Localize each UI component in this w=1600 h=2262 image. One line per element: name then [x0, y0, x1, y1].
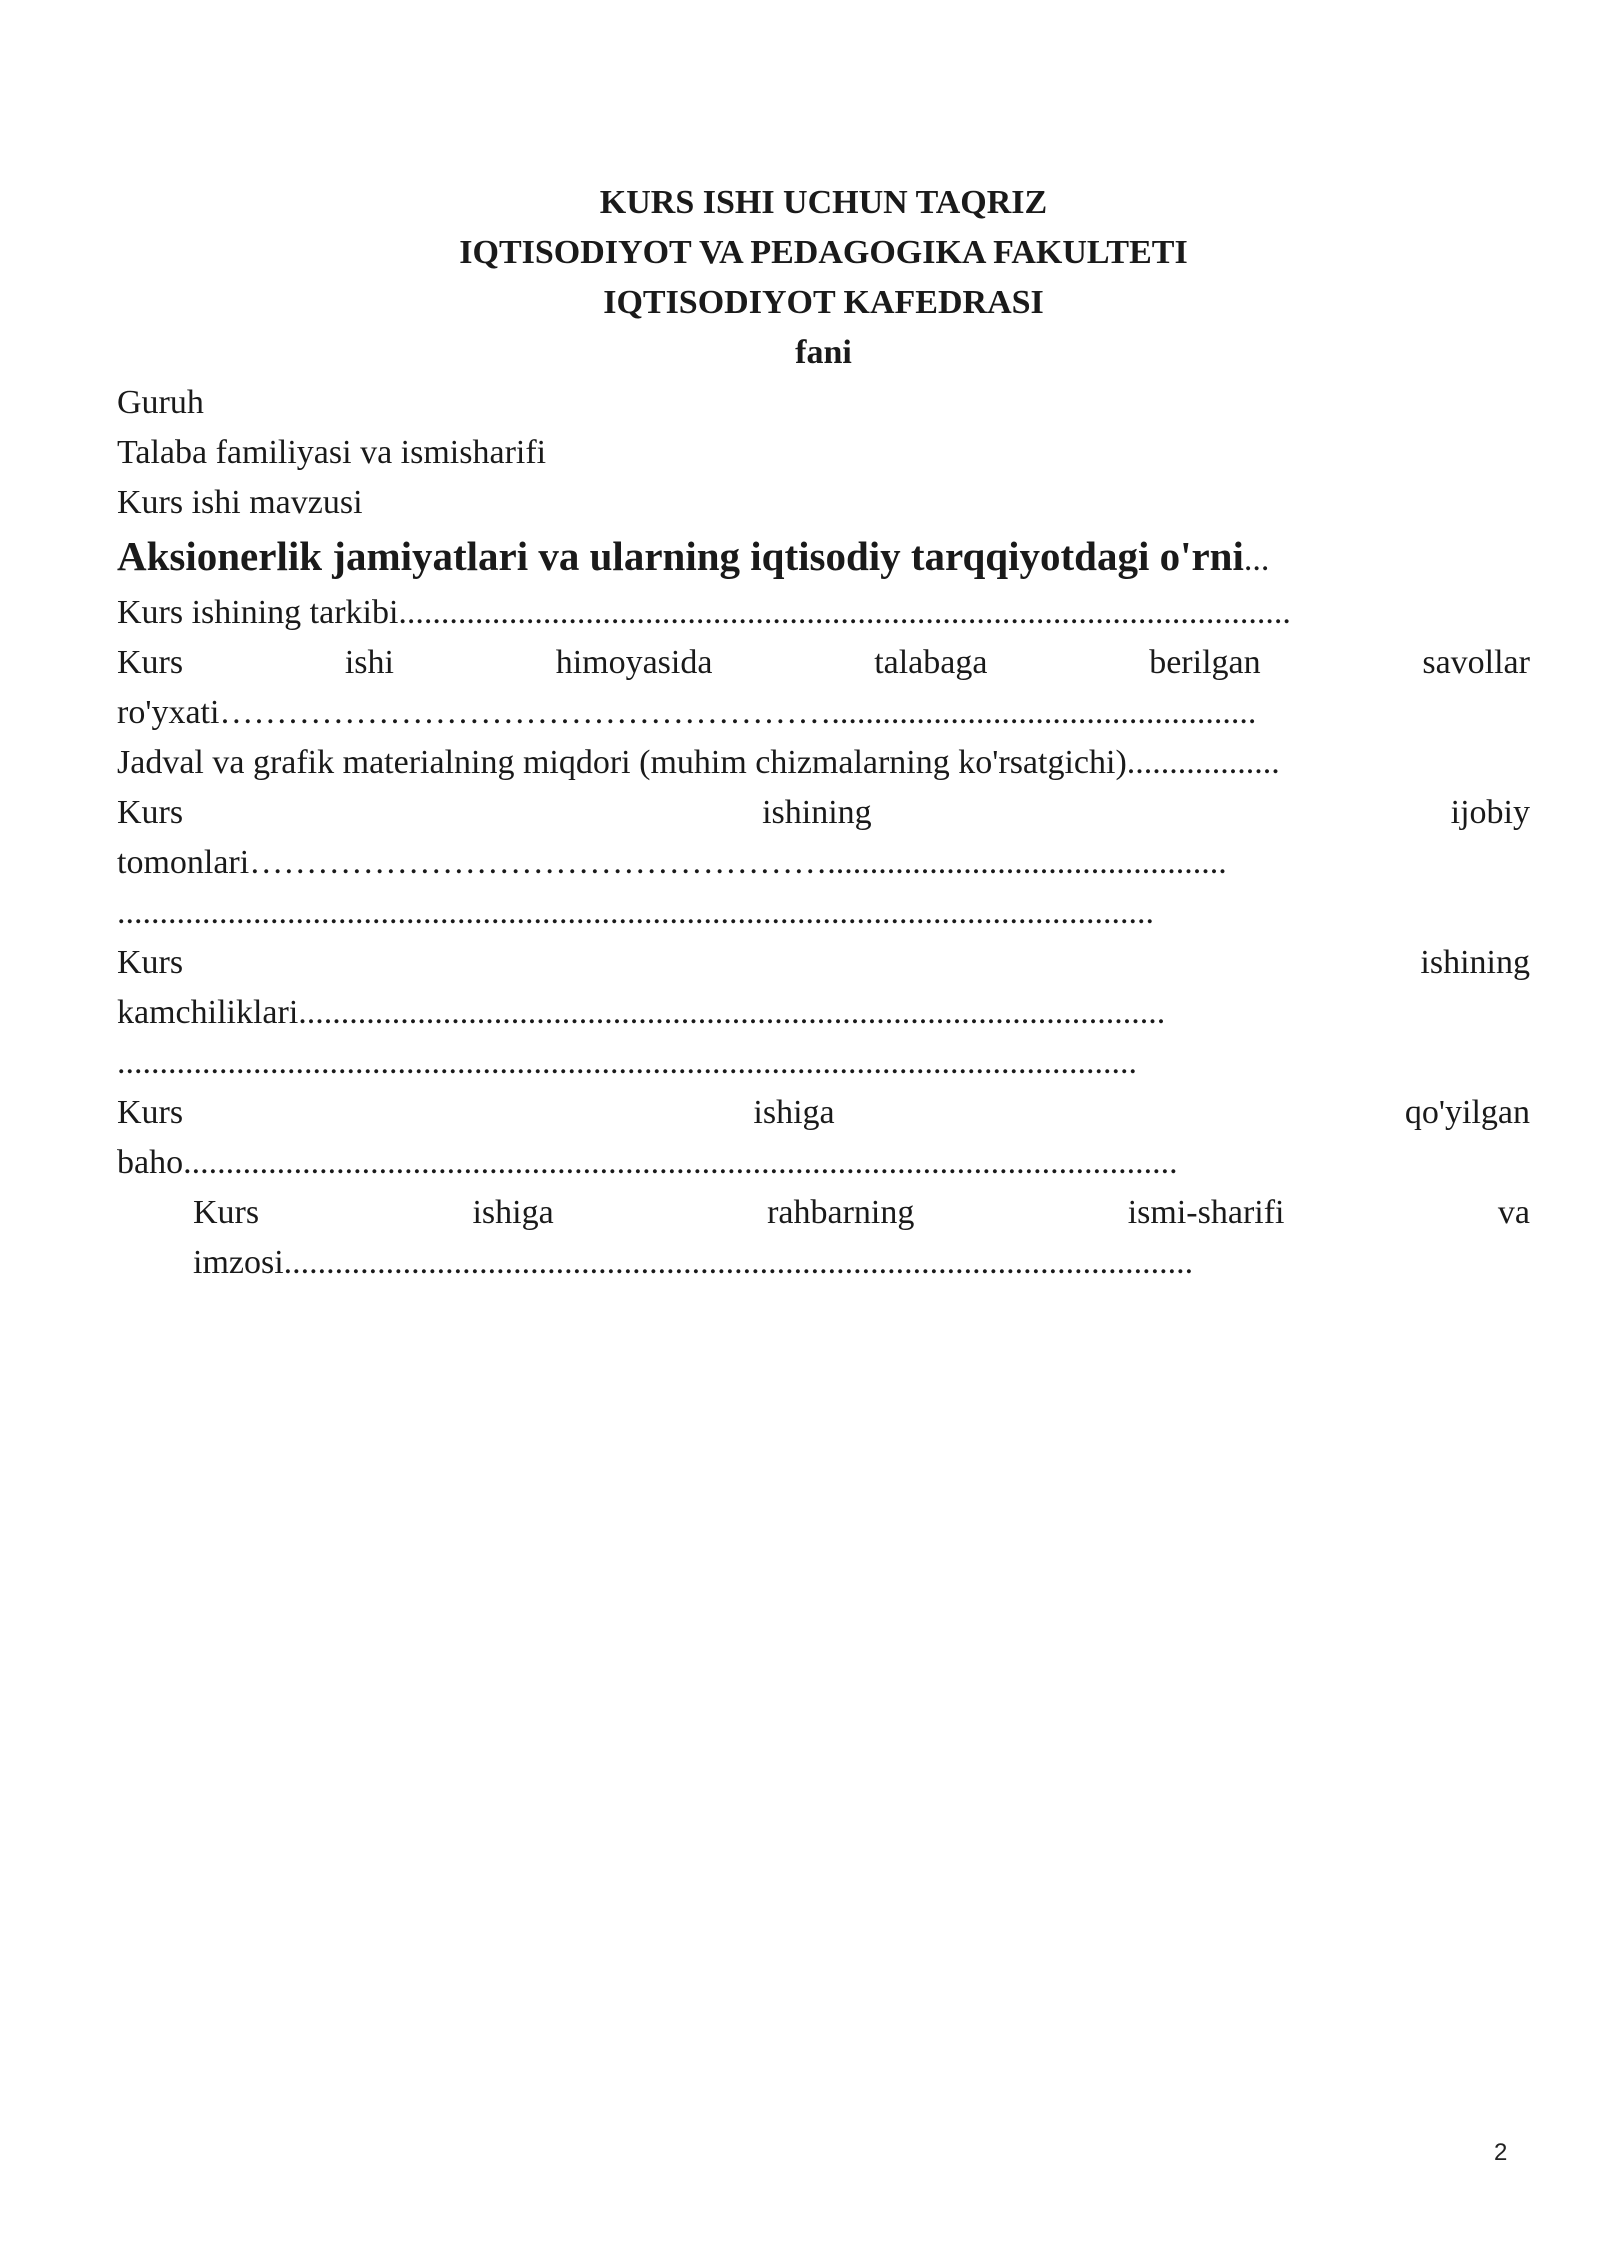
grade-word: ishiga [753, 1094, 835, 1131]
questions-word: berilgan [1149, 644, 1261, 681]
questions-word: talabaga [874, 644, 988, 681]
questions-word: himoyasida [555, 644, 713, 681]
grade-field [117, 1088, 1530, 1138]
shortcomings-dotted-line: ........................................................................................................................ [117, 1044, 1137, 1081]
page-number: 2 [1494, 2139, 1508, 2166]
topic-label: Kurs ishi mavzusi [117, 484, 363, 521]
questions-word: savollar [1422, 644, 1530, 681]
supervisor-word: va [1497, 1194, 1530, 1231]
positive-dotted-line: .......................................................................................................................... [117, 894, 1154, 931]
questions-field-continuation: ro'yxati……………………………………………….................................................. [117, 694, 1257, 731]
shortcomings-field [117, 938, 1530, 988]
document-header [117, 178, 1530, 378]
structure-field: Kurs ishining tarkibi......................................................................................................... [117, 594, 1291, 631]
faculty-title: IQTISODIYOT VA PEDAGOGIKA FAKULTETI [459, 234, 1188, 271]
review-title: KURS ISHI UCHUN TAQRIZ [599, 184, 1048, 221]
department-title: IQTISODIYOT KAFEDRASI [603, 284, 1044, 321]
positive-word: ijobiy [1450, 794, 1530, 831]
questions-word: Kurs [117, 644, 184, 681]
supervisor-field [117, 1188, 1530, 1238]
grade-word: Kurs [117, 1094, 184, 1131]
questions-word: ishi [344, 644, 394, 681]
topic-title: Aksionerlik jamiyatlari va ularning iqtisodiy tarqqiyotdagi o'rni [117, 533, 1244, 579]
positive-word: ishining [762, 794, 872, 831]
supervisor-word: ishiga [472, 1194, 554, 1231]
group-field: Guruh [117, 384, 204, 421]
supervisor-field-continuation: imzosi........................................................................................................... [193, 1244, 1194, 1281]
topic-title-line [117, 528, 1530, 588]
review-form [117, 378, 1530, 1288]
questions-field [117, 638, 1530, 688]
grade-field-continuation: baho..................................................................................................................... [117, 1144, 1178, 1181]
positive-field-continuation: tomonlari……………………………………………............................................... [117, 844, 1227, 881]
shortcomings-word: Kurs [117, 944, 184, 981]
positive-word: Kurs [117, 794, 184, 831]
student-name-field: Talaba familiyasi va ismisharifi [117, 434, 547, 471]
positive-field [117, 788, 1530, 838]
subject-label: fani [795, 334, 852, 371]
tables-field: Jadval va grafik materialning miqdori (muhim chizmalarning ko'rsatgichi).................. [117, 744, 1280, 781]
topic-title-dots: ... [1243, 541, 1270, 578]
shortcomings-word: ishining [1420, 944, 1530, 981]
supervisor-word: ismi-sharifi [1127, 1194, 1285, 1231]
shortcomings-field-continuation: kamchiliklari...................................................................................................... [117, 994, 1166, 1031]
supervisor-word: rahbarning [767, 1194, 915, 1231]
grade-word: qo'yilgan [1404, 1094, 1530, 1131]
supervisor-word: Kurs [193, 1194, 260, 1231]
